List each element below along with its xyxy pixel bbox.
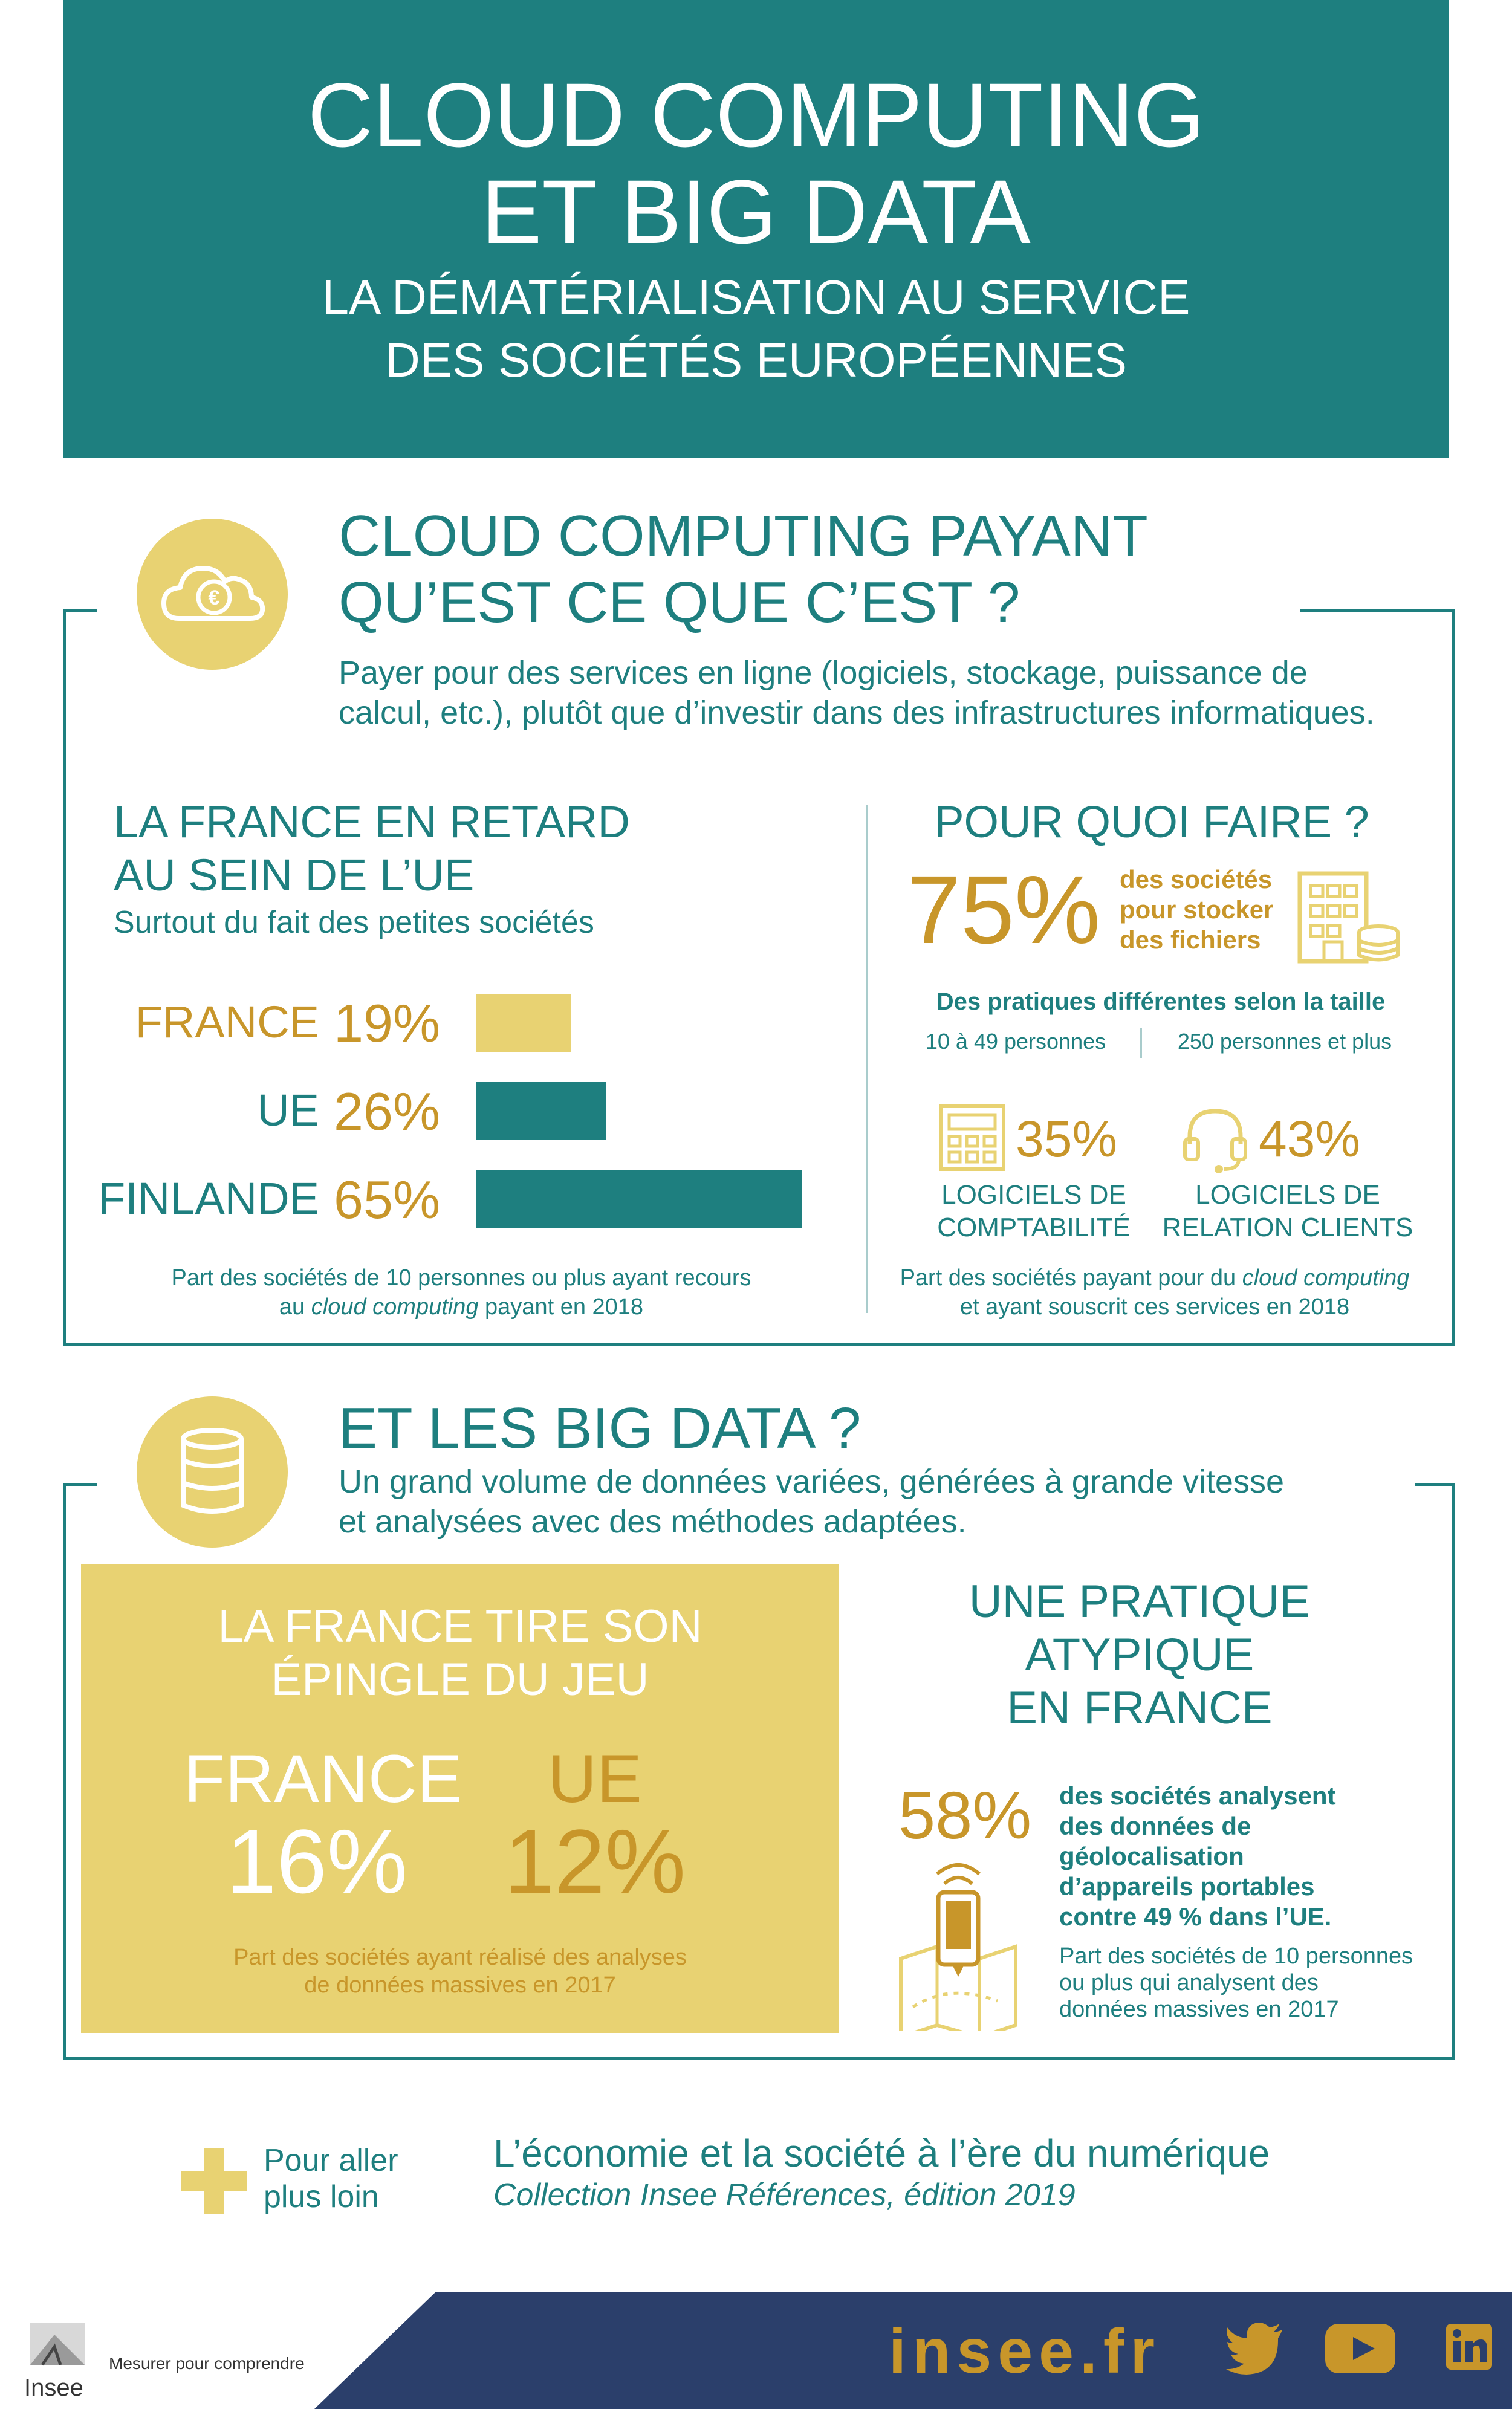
calculator-icon <box>936 1101 1008 1174</box>
cloud-left-note: Part des sociétés de 10 personnes ou plus ayant recours au cloud computing payant en 2018 <box>171 1265 751 1320</box>
size-practices-title: Des pratiques différentes selon la taille <box>936 988 1386 1015</box>
bigdata-section-title: ET LES BIG DATA ? <box>339 1396 861 1461</box>
page-title: CLOUD COMPUTING ET BIG DATA <box>307 64 1205 262</box>
accounting-pct: 35% <box>1016 1110 1118 1167</box>
insee-logo-mark <box>12 2317 103 2377</box>
insee-site-link[interactable]: insee.fr <box>889 2317 1161 2387</box>
footer <box>0 2292 1512 2409</box>
phone-map-icon <box>895 1856 1022 2031</box>
storage-text: des sociétés pour stocker des fichiers <box>1120 865 1274 954</box>
reference-title[interactable]: L’économie et la société à l’ère du numérique <box>493 2132 1270 2175</box>
france-box-title: LA FRANCE TIRE SON ÉPINGLE DU JEU <box>218 1601 702 1705</box>
bar-label-ue: UE <box>257 1085 319 1135</box>
bigdata-icon-circle <box>137 1396 288 1548</box>
headset-icon <box>1179 1101 1251 1174</box>
cloud-section-title: CLOUD COMPUTING PAYANT QU’EST CE QUE C’EST ? <box>339 504 1148 635</box>
bigdata-frame-top-left <box>63 1483 97 1486</box>
crm-pct: 43% <box>1259 1110 1361 1167</box>
ue-label: UE <box>548 1741 642 1817</box>
cloud-definition: Payer pour des services en ligne (logiciels, stockage, puissance de calcul, etc.), plutôt que d’investir dans des infrastructures informatiques. <box>339 655 1375 731</box>
ue-pct: 12% <box>504 1811 686 1912</box>
twitter-icon[interactable] <box>1225 2321 1285 2376</box>
bar-value-finlande: 65% <box>334 1170 441 1230</box>
insee-logo-text: Insee <box>24 2375 83 2401</box>
cloud-icon-circle <box>137 519 288 670</box>
purpose-title: POUR QUOI FAIRE ? <box>934 797 1369 847</box>
bar-value-france: 19% <box>334 993 441 1053</box>
page-subtitle: LA DÉMATÉRIALISATION AU SERVICE DES SOCIÉTÉS EUROPÉENNES <box>322 270 1190 387</box>
crm-label: LOGICIELS DE RELATION CLIENTS <box>1162 1180 1413 1242</box>
size-small-label: 10 à 49 personnes <box>925 1029 1106 1054</box>
accounting-label: LOGICIELS DE COMPTABILITÉ <box>937 1180 1131 1242</box>
header-banner <box>63 0 1449 458</box>
france-label: FRANCE <box>184 1741 462 1817</box>
bar-france <box>476 994 571 1052</box>
insee-logo <box>12 2317 103 2407</box>
geoloc-text: des sociétés analysent des données de géolocalisation d’appareils portables contre 49 % dans l’UE. <box>1059 1782 1336 1931</box>
france-box-note: Part des sociétés ayant réalisé des analyses de données massives en 2017 <box>233 1945 687 1998</box>
plus-icon <box>181 2148 247 2214</box>
size-divider <box>1140 1028 1142 1058</box>
bigdata-definition: Un grand volume de données variées, générées à grande vitesse et analysées avec des méthodes adaptées. <box>339 1464 1284 1540</box>
database-icon <box>137 1396 288 1548</box>
linkedin-icon[interactable] <box>1445 2323 1493 2371</box>
france-late-subtitle: Surtout du fait des petites sociétés <box>114 905 594 940</box>
youtube-icon[interactable] <box>1324 2323 1397 2375</box>
more-label: Pour aller plus loin <box>264 2143 398 2214</box>
geoloc-note: Part des sociétés de 10 personnes ou plus qui analysent des données massives en 2017 <box>1059 1944 1413 2022</box>
cloud-frame-top-right <box>1300 609 1452 612</box>
bar-label-finlande: FINLANDE <box>98 1173 319 1224</box>
size-large-label: 250 personnes et plus <box>1177 1029 1392 1054</box>
bigdata-france-box <box>81 1564 839 2033</box>
france-pct: 16% <box>226 1811 408 1912</box>
bar-ue <box>476 1082 606 1140</box>
storage-pct: 75% <box>907 855 1101 964</box>
atypical-title: UNE PRATIQUE ATYPIQUE EN FRANCE <box>969 1576 1311 1734</box>
france-late-title: LA FRANCE EN RETARD AU SEIN DE L’UE <box>114 797 630 900</box>
cloud-frame-top-left <box>63 609 97 612</box>
cloud-column-divider <box>866 805 868 1313</box>
building-storage-icon <box>1294 864 1403 967</box>
reference-subtitle: Collection Insee Références, édition 2019 <box>493 2177 1076 2213</box>
bigdata-frame-top-right <box>1415 1483 1452 1486</box>
bar-label-france: FRANCE <box>135 997 319 1047</box>
cloud-right-note: Part des sociétés payant pour du cloud computing et ayant souscrit ces services en 2018 <box>900 1265 1410 1320</box>
geoloc-pct: 58% <box>898 1778 1032 1853</box>
bar-finlande <box>476 1170 802 1228</box>
insee-tagline: Mesurer pour comprendre <box>109 2354 305 2373</box>
svg-text:€: € <box>208 586 220 609</box>
bar-value-ue: 26% <box>334 1081 441 1141</box>
cloud-euro-icon <box>137 519 288 670</box>
